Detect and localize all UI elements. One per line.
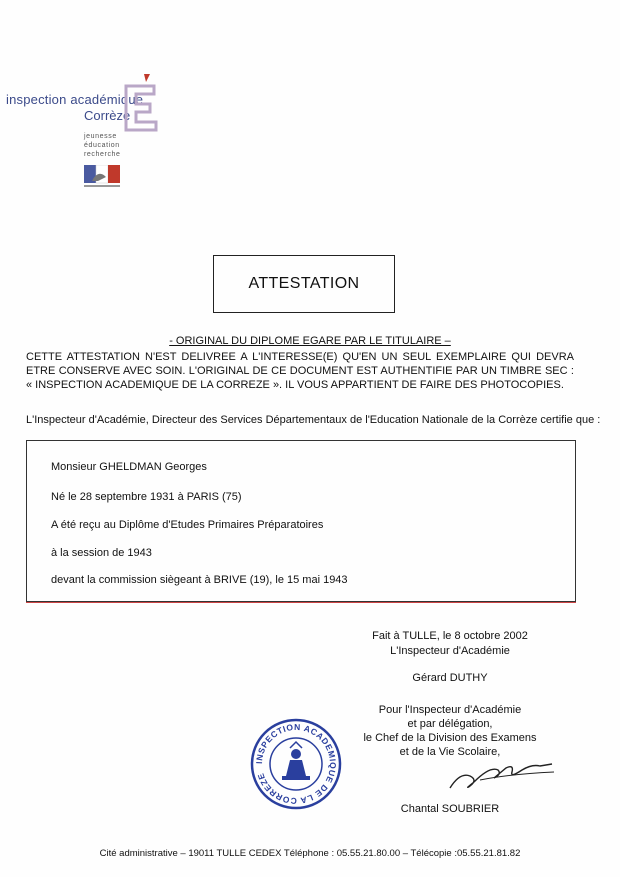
- place-date: Fait à TULLE, le 8 octobre 2002: [372, 630, 528, 642]
- subtitle: - ORIGINAL DU DIPLOME EGARE PAR LE TITULAIRE –: [169, 335, 451, 347]
- diploma-info: A été reçu au Diplôme d'Etudes Primaires Préparatoires: [51, 519, 324, 531]
- signatory-name: Chantal SOUBRIER: [400, 803, 500, 815]
- logo-e-icon: [120, 72, 162, 132]
- page-title: ATTESTATION: [248, 275, 360, 292]
- inspector-name: Gérard DUTHY: [412, 672, 488, 684]
- logo-text-correze: Corrèze: [84, 108, 131, 123]
- footer-address: Cité administrative – 19011 TULLE CEDEX Téléphone : 05.55.21.80.00 – Télécopie :05.55.21.81.82: [99, 848, 521, 859]
- details-box: [26, 440, 576, 602]
- republique-logo-icon: [84, 165, 122, 189]
- delegation-line-2: et par délégation,: [407, 718, 493, 730]
- commission-info: devant la commission siègeant à BRIVE (19), le 15 mai 1943: [51, 574, 348, 586]
- delegation-line-4: et de la Vie Scolaire,: [399, 746, 501, 758]
- delegation-line-3: le Chef de la Division des Examens: [363, 732, 537, 744]
- session-info: à la session de 1943: [51, 547, 152, 559]
- delegation-line-1: Pour l'Inspecteur d'Académie: [378, 704, 522, 716]
- logo-subtitle: jeunesse éducation recherche: [84, 133, 121, 158]
- inspector-role: L'Inspecteur d'Académie: [390, 645, 510, 657]
- svg-text:INSPECTION ACADEMIQUE DE LA CO: INSPECTION ACADEMIQUE DE LA CORREZE: [253, 721, 339, 807]
- logo-text-inspection: inspection académique: [6, 92, 144, 107]
- academy-stamp-icon: [250, 718, 342, 810]
- attestation-title-box: [213, 255, 395, 313]
- certify-statement: L'Inspecteur d'Académie, Directeur des Services Départementaux de l'Education Nationale de la Corrèze certifie que :: [26, 414, 601, 426]
- warning-paragraph: CETTE ATTESTATION N'EST DELIVREE A L'INTERESSE(E) QU'EN UN SEUL EXEMPLAIRE QUI DEVRA ETRE CONSERVE AVEC SOIN. L'ORIGINAL DE CE DOCUMENT EST AUTHENTIFIE PAR UN TIMBRE SEC : « INSPECTION ACADEMIQUE DE LA CORREZE ». IL VOUS APPARTIENT DE FAIRE DES PHOTOCOPIES.: [26, 351, 574, 391]
- handwritten-signature: [440, 752, 560, 796]
- birth-info: Né le 28 septembre 1931 à PARIS (75): [51, 491, 242, 503]
- holder-name: Monsieur GHELDMAN Georges: [51, 461, 207, 473]
